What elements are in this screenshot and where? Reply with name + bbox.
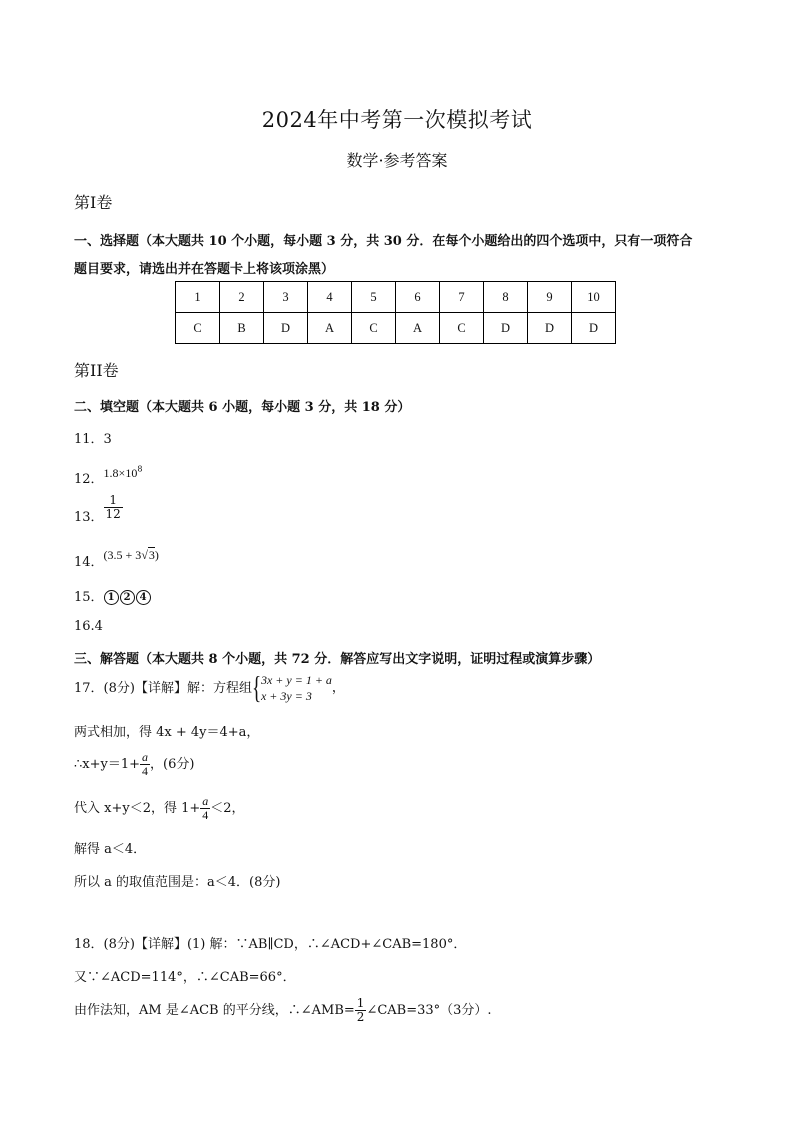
circled-number-icon: 2 — [120, 590, 135, 605]
table-cell: 8 — [484, 282, 528, 313]
answer-13-fraction — [104, 494, 123, 521]
circled-number-icon: 1 — [104, 590, 119, 605]
answer-13 — [74, 493, 123, 525]
page-subtitle: 数学·参考答案 — [346, 151, 448, 170]
question-number: 15． — [74, 590, 104, 605]
fraction — [140, 751, 150, 778]
fraction — [200, 795, 210, 822]
section2-instructions: 二、填空题（本大题共 6 小题，每小题 3 分，共 18 分） — [74, 400, 411, 415]
table-cell: 10 — [572, 282, 616, 313]
q17-intro — [74, 669, 345, 705]
question-number: 12． — [74, 472, 104, 487]
answer-table — [175, 281, 616, 344]
step-text: ，(6分) — [150, 757, 195, 772]
fraction-denominator: 4 — [202, 808, 209, 822]
expression-part: (3.5 + 3 — [103, 548, 142, 562]
table-cell: 4 — [308, 282, 352, 313]
table-cell: C — [176, 313, 220, 344]
table-cell: D — [572, 313, 616, 344]
table-cell: A — [308, 313, 352, 344]
equation-2: x + 3y = 3 — [260, 689, 312, 703]
fraction-numerator: a — [142, 750, 149, 764]
step-text: ＜2， — [210, 801, 245, 816]
part1-heading: 第Ⅰ卷 — [74, 193, 113, 212]
fraction-denominator: 12 — [105, 507, 121, 521]
table-cell: 1 — [176, 282, 220, 313]
left-brace-icon: { — [251, 669, 262, 705]
equation-1: 3x + y = 1 + a — [260, 673, 332, 687]
table-cell: 6 — [396, 282, 440, 313]
answer-table-answer-row — [176, 313, 616, 344]
step-text: 代入 x+y＜2，得 1+ — [74, 801, 201, 816]
question-number: 14． — [74, 555, 104, 570]
answer-12-base: 1.8×10 — [103, 466, 138, 480]
step-text: ∠CAB=33°（3分）. — [366, 1003, 492, 1018]
q17-step4: 解得 a＜4． — [74, 842, 147, 857]
answer-15 — [74, 586, 152, 605]
fraction — [355, 997, 367, 1024]
table-cell: B — [220, 313, 264, 344]
table-cell: 3 — [264, 282, 308, 313]
section3-instructions: 三、解答题（本大题共 8 个小题，共 72 分．解答应写出文字说明，证明过程或演算步骤） — [74, 652, 601, 667]
question-number: 13． — [74, 510, 104, 525]
q17-intro-text: 17．(8分)【详解】解：方程组 — [74, 680, 252, 696]
table-cell: C — [352, 313, 396, 344]
table-cell: D — [528, 313, 572, 344]
section1-instructions-line2: 题目要求，请选出并在答题卡上将该项涂黑） — [74, 262, 335, 277]
table-cell: D — [264, 313, 308, 344]
answer-16: 16.4 — [74, 619, 103, 634]
expression-part: ) — [154, 548, 159, 562]
step-text: 由作法知，AM 是∠ACB 的平分线，∴∠AMB= — [74, 1003, 355, 1018]
q18-line3 — [74, 997, 492, 1024]
equation-system — [251, 669, 332, 705]
fraction-denominator: 2 — [356, 1010, 365, 1024]
circled-number-icon: 4 — [136, 590, 151, 605]
table-cell: 9 — [528, 282, 572, 313]
q18-line1: 18．(8分)【详解】(1) 解：∵AB∥CD，∴∠ACD+∠CAB=180°． — [74, 937, 467, 952]
sqrt-radicand: 3 — [148, 548, 155, 562]
section1-instructions-line1: 一、选择题（本大题共 10 个小题，每小题 3 分，共 30 分．在每个小题给出的四个选项中，只有一项符合 — [74, 234, 693, 249]
q17-step3 — [74, 795, 245, 822]
page-title: 2024年中考第一次模拟考试 — [261, 108, 533, 132]
table-cell: A — [396, 313, 440, 344]
part2-heading: 第II卷 — [74, 361, 119, 380]
fraction-numerator: a — [202, 794, 209, 808]
fraction-numerator: 1 — [356, 996, 365, 1010]
q17-comma: ， — [331, 680, 345, 696]
fraction-denominator: 4 — [142, 764, 149, 778]
answer-11: 11．3 — [74, 432, 112, 447]
fraction-numerator: 1 — [104, 494, 123, 508]
q17-step5: 所以 a 的取值范围是：a＜4．(8分) — [74, 875, 281, 890]
table-cell: 7 — [440, 282, 484, 313]
answer-table-number-row — [176, 282, 616, 313]
q18-line2: 又∵∠ACD=114°，∴∠CAB=66°． — [74, 970, 296, 985]
table-cell: C — [440, 313, 484, 344]
table-cell: 2 — [220, 282, 264, 313]
answer-14-expression: (3.5 + 3√3) — [103, 548, 159, 562]
answer-12 — [74, 462, 143, 487]
table-cell: D — [484, 313, 528, 344]
answer-12-exponent: 8 — [137, 464, 143, 474]
answer-14 — [74, 544, 159, 570]
q17-step2 — [74, 751, 194, 778]
step-text: ∴x+y＝1+ — [74, 757, 141, 772]
table-cell: 5 — [352, 282, 396, 313]
q17-step1: 两式相加，得 4x + 4y＝4+a， — [74, 725, 260, 740]
